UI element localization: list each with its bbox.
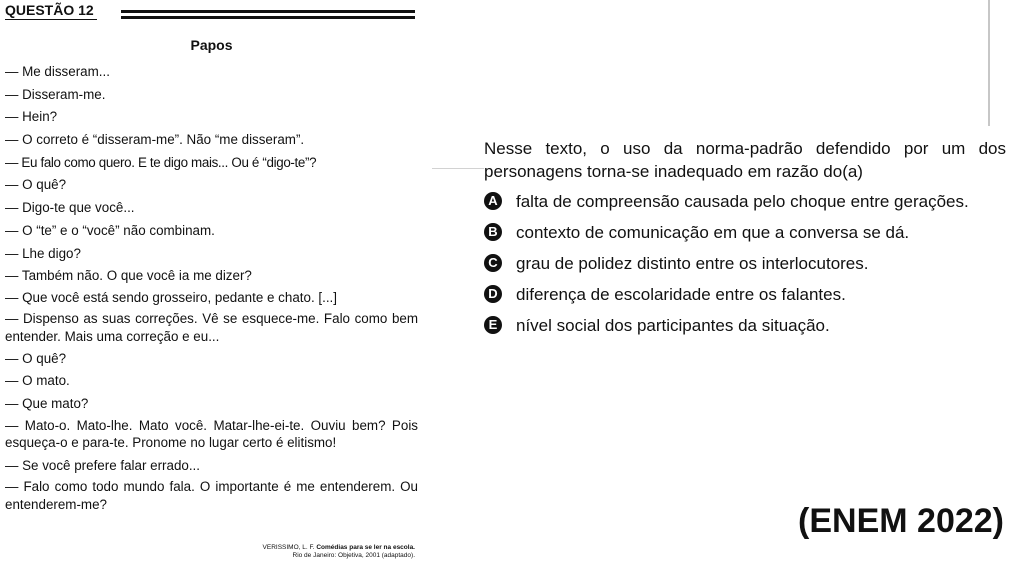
dialogue-line: — Hein?	[5, 109, 58, 125]
text-title: Papos	[190, 37, 233, 53]
option-c-letter: C	[484, 254, 502, 272]
connector-line	[432, 168, 484, 169]
text-citation	[5, 544, 415, 560]
option-d-letter: D	[484, 285, 502, 303]
option-d-text: diferença de escolaridade entre os falantes.	[516, 285, 846, 304]
dialogue-line: — O “te” e o “você” não combinam.	[5, 222, 215, 238]
citation-publisher: Rio de Janeiro: Objetiva, 2001 (adaptado).	[292, 552, 415, 559]
source-text	[5, 36, 418, 517]
option-b[interactable]	[484, 221, 1006, 244]
exam-label: (ENEM 2022)	[798, 502, 1004, 540]
question-label: QUESTÃO 12	[5, 2, 94, 18]
dialogue-line: — Eu falo como quero. E te digo mais... Ou é “digo-te”?	[5, 154, 317, 170]
option-e-letter: E	[484, 316, 502, 334]
option-e-text: nível social dos participantes da situação.	[516, 316, 830, 335]
option-a-text: falta de compreensão causada pelo choque entre gerações.	[516, 192, 969, 211]
header-rule-top	[121, 10, 415, 13]
question-label-underline	[5, 19, 97, 20]
option-b-text: contexto de comunicação em que a conversa se dá.	[516, 223, 910, 242]
dialogue-line: — O quê?	[5, 177, 67, 193]
dialogue-line: — Digo-te que você...	[5, 200, 135, 216]
option-a-letter: A	[484, 192, 502, 210]
citation-author: VERISSIMO, L. F.	[262, 544, 315, 551]
option-a[interactable]	[484, 190, 1006, 213]
option-b-letter: B	[484, 223, 502, 241]
dialogue-line: — Mato-o. Mato-lhe. Mato você. Matar-lhe-ei-te. Ouviu bem? Pois esqueça-o e para-te. Pronome no lugar certo é elitismo!	[5, 417, 418, 451]
option-c-text: grau de polidez distinto entre os interlocutores.	[516, 254, 869, 273]
question-stem: Nesse texto, o uso da norma-padrão defendido por um dos personagens torna-se inadequado em razão do(a)	[484, 139, 1006, 181]
dialogue-line: — Também não. O que você ia me dizer?	[5, 268, 252, 284]
dialogue-line: — Se você prefere falar errado...	[5, 457, 201, 473]
option-d[interactable]	[484, 283, 1006, 306]
dialogue-line: — O mato.	[5, 373, 70, 389]
dialogue-line: — Disseram-me.	[5, 86, 106, 102]
question-header	[5, 2, 415, 24]
option-e[interactable]	[484, 314, 1006, 337]
option-c[interactable]	[484, 252, 1006, 275]
dialogue-line: — Falo como todo mundo fala. O importante é me entenderem. Ou entenderem-me?	[5, 479, 418, 512]
dialogue-line: — Que mato?	[5, 396, 89, 412]
dialogue-line: — Lhe digo?	[5, 245, 81, 261]
dialogue-line: — Que você está sendo grosseiro, pedante e chato. [...]	[5, 289, 337, 305]
citation-work: Comédias para se ler na escola.	[316, 544, 415, 551]
dialogue-line: — O quê?	[5, 350, 67, 366]
dialogue-line: — Dispenso as suas correções. Vê se esquece-me. Falo como bem entender. Mais uma correção e eu...	[5, 311, 418, 344]
header-rule-bottom	[121, 16, 415, 19]
question-panel	[484, 137, 1006, 345]
dialogue-line: — Me disseram...	[5, 64, 110, 79]
vertical-divider	[988, 0, 990, 126]
dialogue-line: — O correto é “disseram-me”. Não “me disseram”.	[5, 132, 305, 148]
